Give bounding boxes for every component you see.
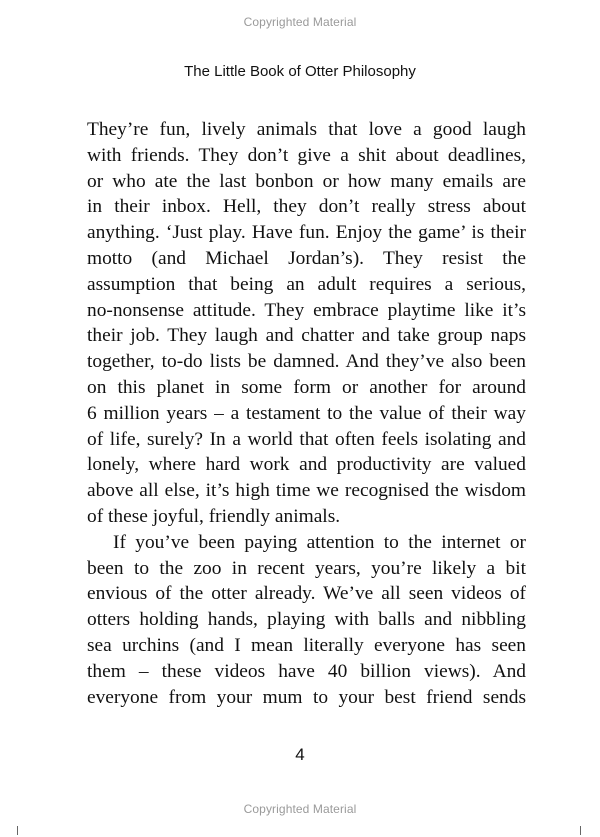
text-line: on this planet in some form or another for around xyxy=(87,376,526,398)
page-number: 4 xyxy=(295,745,305,764)
text-line: or who ate the last bonbon or how many emails are xyxy=(87,170,526,192)
text-line: in their inbox. Hell, they don’t really stress about xyxy=(87,196,526,218)
crop-mark-left xyxy=(17,826,18,835)
text-line: above all else, it’s high time we recognised the wisdom xyxy=(87,480,526,502)
text-line: together, to-do lists be damned. And they’ve also been xyxy=(87,351,526,373)
text-line: motto (and Michael Jordan’s). They resist the xyxy=(87,247,526,269)
text-line: lonely, where hard work and productivity are valued xyxy=(87,454,526,476)
text-line: assumption that being an adult requires a serious, xyxy=(87,273,526,295)
text-line: been to the zoo in recent years, you’re likely a bit xyxy=(87,557,526,579)
text-line: They’re fun, lively animals that love a good laugh xyxy=(87,119,526,140)
text-line: anything. ‘Just play. Have fun. Enjoy the game’ is their xyxy=(87,222,526,244)
copyright-watermark-bottom: Copyrighted Material xyxy=(243,802,357,816)
text-line: their job. They laugh and chatter and take group naps xyxy=(87,325,526,347)
text-line: of life, surely? In a world that often feels isolating and xyxy=(87,428,526,450)
text-line: envious of the otter already. We’ve all seen videos of xyxy=(87,583,526,605)
paragraph-1 xyxy=(87,117,526,530)
text-line: no-nonsense attitude. They embrace playtime like it’s xyxy=(87,299,526,321)
text-line: everyone from your mum to your best friend sends xyxy=(87,686,526,708)
text-line: sea urchins (and I mean literally everyone has seen xyxy=(87,634,526,656)
text-line: 6 million years – a testament to the value of their way xyxy=(87,402,526,424)
text-line: with friends. They don’t give a shit about deadlines, xyxy=(87,144,526,166)
paragraph-2 xyxy=(87,530,526,711)
text-line: If you’ve been paying attention to the internet or xyxy=(113,531,526,553)
running-head-title: The Little Book of Otter Philosophy xyxy=(184,63,416,80)
text-line: of these joyful, friendly animals. xyxy=(87,505,341,527)
text-line: otters holding hands, playing with balls and nibbling xyxy=(87,609,526,631)
body-text xyxy=(87,117,526,710)
text-line: them – these videos have 40 billion views). And xyxy=(87,660,526,682)
copyright-watermark-top: Copyrighted Material xyxy=(243,15,357,29)
crop-mark-right xyxy=(580,826,581,835)
